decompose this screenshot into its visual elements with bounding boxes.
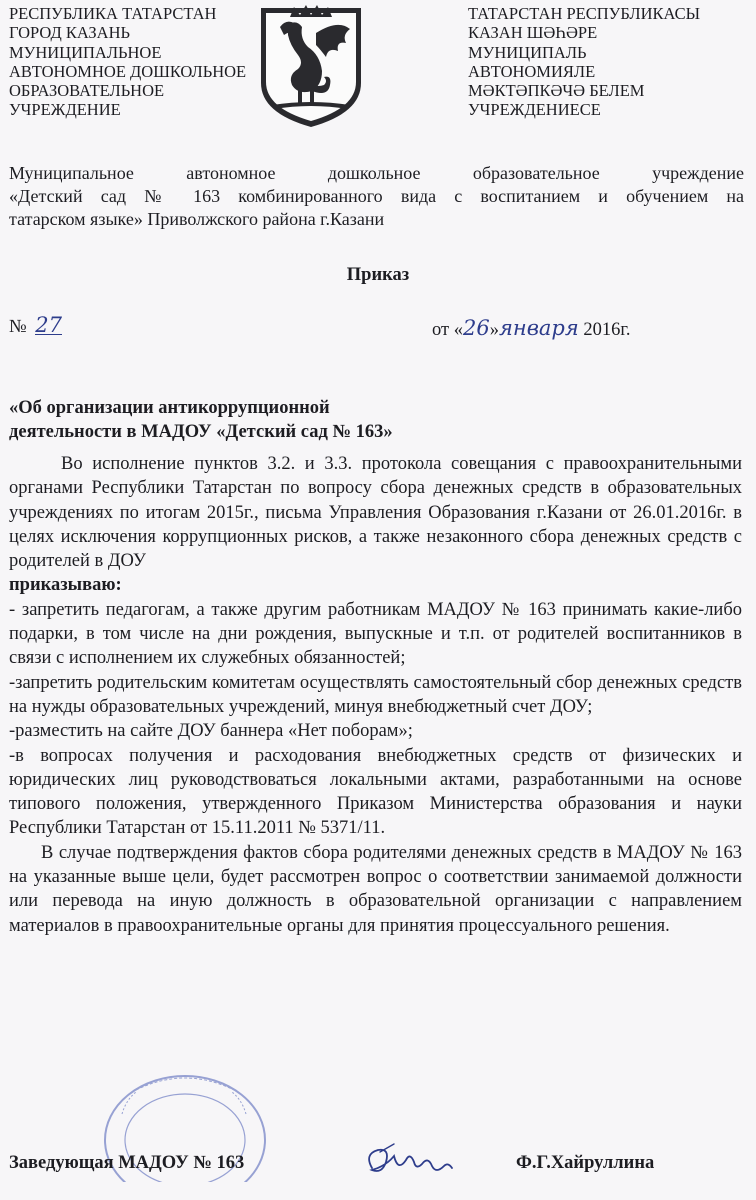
header-left-line: МУНИЦИПАЛЬНОЕ bbox=[9, 42, 162, 62]
header-right-line: УЧРЕЖДЕНИЕСЕ bbox=[468, 100, 601, 120]
organization-line: татарском языке» Приволжского района г.Казани bbox=[9, 209, 385, 229]
date-month-handwritten: января bbox=[498, 316, 579, 340]
signatory-role: Заведующая МАДОУ № 163 bbox=[9, 1153, 245, 1173]
order-title: Приказ bbox=[346, 265, 410, 285]
date-prefix: от « bbox=[432, 320, 463, 340]
order-item: -в вопросах получения и расходования внебюджетных средств от физических и юридических лиц руководствоваться локальными актами, разработанными на основе типового положения, утвержденного Приказом Министерства образования и науки Республики Татарстан от 15.11.2011 № 5371/11. bbox=[9, 745, 742, 839]
order-number bbox=[9, 313, 63, 338]
header-right-line: МУНИЦИПАЛЬ bbox=[468, 42, 587, 62]
order-body bbox=[9, 452, 742, 938]
header-right-block bbox=[468, 4, 700, 120]
header-left-line: РЕСПУБЛИКА ТАТАРСТАН bbox=[9, 4, 217, 23]
coat-of-arms-emblem bbox=[258, 5, 364, 130]
header-left-line: ОБРАЗОВАТЕЛЬНОЕ bbox=[9, 81, 165, 101]
header-left-line: ГОРОД КАЗАНЬ bbox=[9, 23, 130, 43]
order-item: -разместить на сайте ДОУ баннера «Нет поборам»; bbox=[9, 721, 413, 742]
date-year: 2016г. bbox=[578, 320, 631, 340]
header-right-line: МӘКТӘПКӘЧӘ БЕЛЕМ bbox=[468, 81, 645, 101]
organization-line: Муниципальное автономное дошкольное образовательное учреждение bbox=[9, 163, 744, 183]
header-right-line: ТАТАРСТАН РЕСПУБЛИКАСЫ bbox=[468, 4, 701, 23]
order-number-label: № bbox=[9, 317, 27, 337]
order-date bbox=[432, 316, 631, 341]
order-item: -запретить родительским комитетам осуществлять самостоятельный сбор денежных средств на нужды образовательных учреждений, минуя внебюджетный счет ДОУ; bbox=[9, 672, 742, 717]
closing-paragraph: В случае подтверждения фактов сбора родителями денежных средств в МАДОУ № 163 на указанные выше цели, будет рассмотрен вопрос о соответствии занимаемой должности или перевода на иную должность в образовательной организации с направлением материалов в правоохранительные органы для принятия процессуального решения. bbox=[9, 842, 742, 936]
subject-line: «Об организации антикоррупционной bbox=[9, 398, 330, 418]
header-left-block bbox=[9, 4, 246, 120]
body-intro-paragraph: Во исполнение пунктов 3.2. и 3.3. протокола совещания с правоохранительными органами Республики Татарстан по вопросу сбора денежных средств в образовательных учреждениях по итогам 2015г., письма Управления Образования г.Казани от 26.01.2016г. в целях исключения коррупционных рисков, а также незаконного сбора денежных средств с родителей в ДОУ bbox=[9, 454, 742, 572]
order-word: приказываю: bbox=[9, 575, 122, 596]
organization-name bbox=[9, 162, 744, 231]
date-quote: » bbox=[489, 320, 499, 340]
signatory-name: Ф.Г.Хайруллина bbox=[516, 1153, 655, 1173]
order-item: - запретить педагогам, а также другим работникам МАДОУ № 163 принимать какие-либо подарки, в том числе на дни рождения, выпускные и т.п. от родителей воспитанников в связи с исполнением их служебных обязанностей; bbox=[9, 599, 742, 669]
order-subject bbox=[9, 396, 393, 444]
handwritten-signature bbox=[360, 1138, 456, 1186]
header-left-line: УЧРЕЖДЕНИЕ bbox=[9, 100, 121, 120]
header-left-line: АВТОНОМНОЕ ДОШКОЛЬНОЕ bbox=[9, 61, 247, 81]
organization-line: «Детский сад № 163 комбинированного вида с воспитанием и обучением на bbox=[9, 186, 744, 206]
header-right-line: КАЗАН ШӘҺӘРЕ bbox=[468, 23, 598, 43]
subject-line: деятельности в МАДОУ «Детский сад № 163» bbox=[9, 422, 393, 442]
date-day-handwritten: 26 bbox=[462, 316, 490, 340]
header-right-line: АВТОНОМИЯЛЕ bbox=[468, 61, 596, 81]
order-number-handwritten: 27 bbox=[35, 313, 63, 337]
